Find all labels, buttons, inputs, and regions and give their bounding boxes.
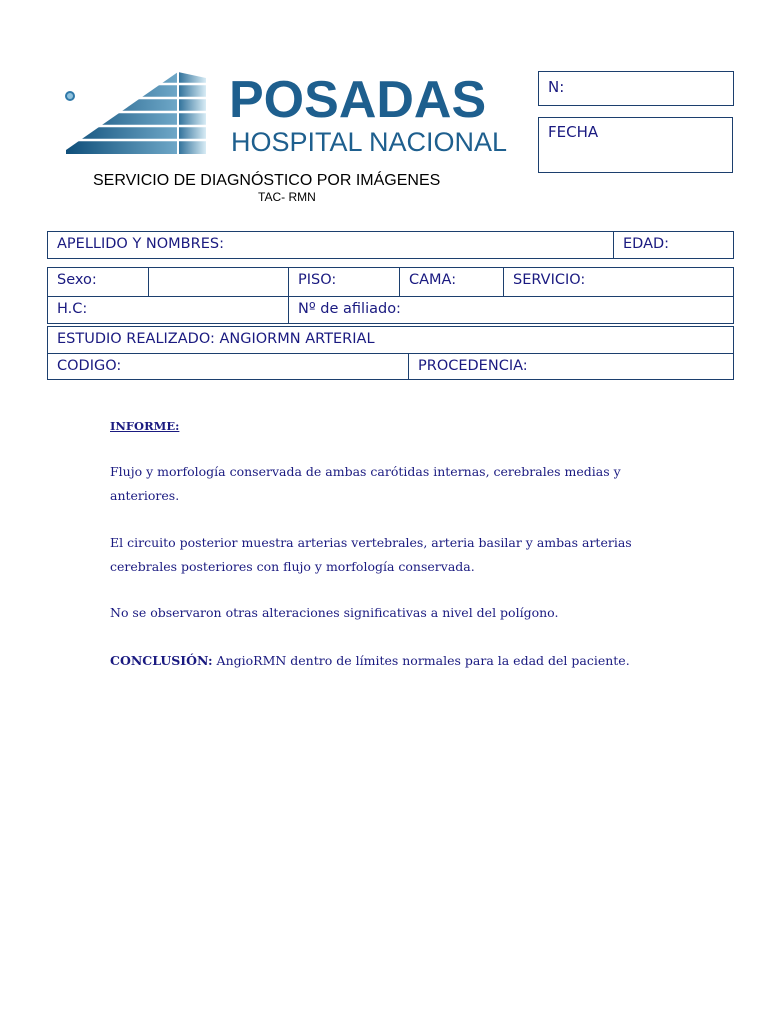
report-heading — [110, 414, 658, 438]
brand-subtitle: HOSPITAL NACIONAL — [231, 127, 508, 157]
origin-label: PROCEDENCIA: — [418, 358, 528, 374]
date-field[interactable] — [538, 117, 733, 173]
floor-label: PISO: — [298, 272, 337, 288]
service-field[interactable] — [503, 267, 734, 297]
number-label: N: — [548, 78, 565, 96]
brand-name: POSADAS — [229, 71, 487, 129]
floor-field[interactable] — [288, 267, 400, 297]
sex-field[interactable] — [47, 267, 149, 297]
study-field[interactable] — [47, 326, 734, 354]
bed-label: CAMA: — [409, 272, 457, 288]
number-field[interactable] — [538, 71, 734, 106]
hc-label: H.C: — [57, 301, 88, 317]
conclusion-label: CONCLUSIÓN: — [110, 653, 213, 668]
hc-field[interactable] — [47, 296, 289, 324]
age-label: EDAD: — [623, 236, 670, 252]
study-label: ESTUDIO REALIZADO: ANGIORMN ARTERIAL — [57, 331, 375, 347]
report-paragraph-1: Flujo y morfología conservada de ambas carótidas internas, cerebrales medias y anteriores. — [110, 464, 621, 503]
service-label: SERVICIO: — [513, 272, 586, 288]
bed-field[interactable] — [399, 267, 504, 297]
hospital-logo — [60, 66, 212, 158]
name-label: APELLIDO Y NOMBRES: — [57, 236, 224, 252]
origin-field[interactable] — [408, 353, 734, 380]
code-field[interactable] — [47, 353, 409, 380]
report-paragraph-2: El circuito posterior muestra arterias vertebrales, arteria basilar y ambas arterias cerebrales posteriores con flujo y morfología conservada. — [110, 535, 632, 574]
name-field[interactable] — [47, 231, 614, 259]
code-label: CODIGO: — [57, 358, 122, 374]
age-field[interactable] — [613, 231, 734, 259]
report-heading-text: INFORME: — [110, 419, 180, 433]
conclusion-text: AngioRMN dentro de límites normales para la edad del paciente. — [212, 653, 630, 668]
affiliate-field[interactable] — [288, 296, 734, 324]
report-conclusion — [110, 649, 658, 673]
date-label: FECHA — [548, 123, 599, 141]
service-title: SERVICIO DE DIAGNÓSTICO POR IMÁGENES — [93, 172, 441, 189]
sex-label: Sexo: — [57, 272, 97, 288]
service-subtitle: TAC- RMN — [258, 190, 316, 204]
report-paragraph-3: No se observaron otras alteraciones significativas a nivel del polígono. — [110, 605, 559, 620]
affiliate-label: Nº de afiliado: — [298, 301, 401, 317]
